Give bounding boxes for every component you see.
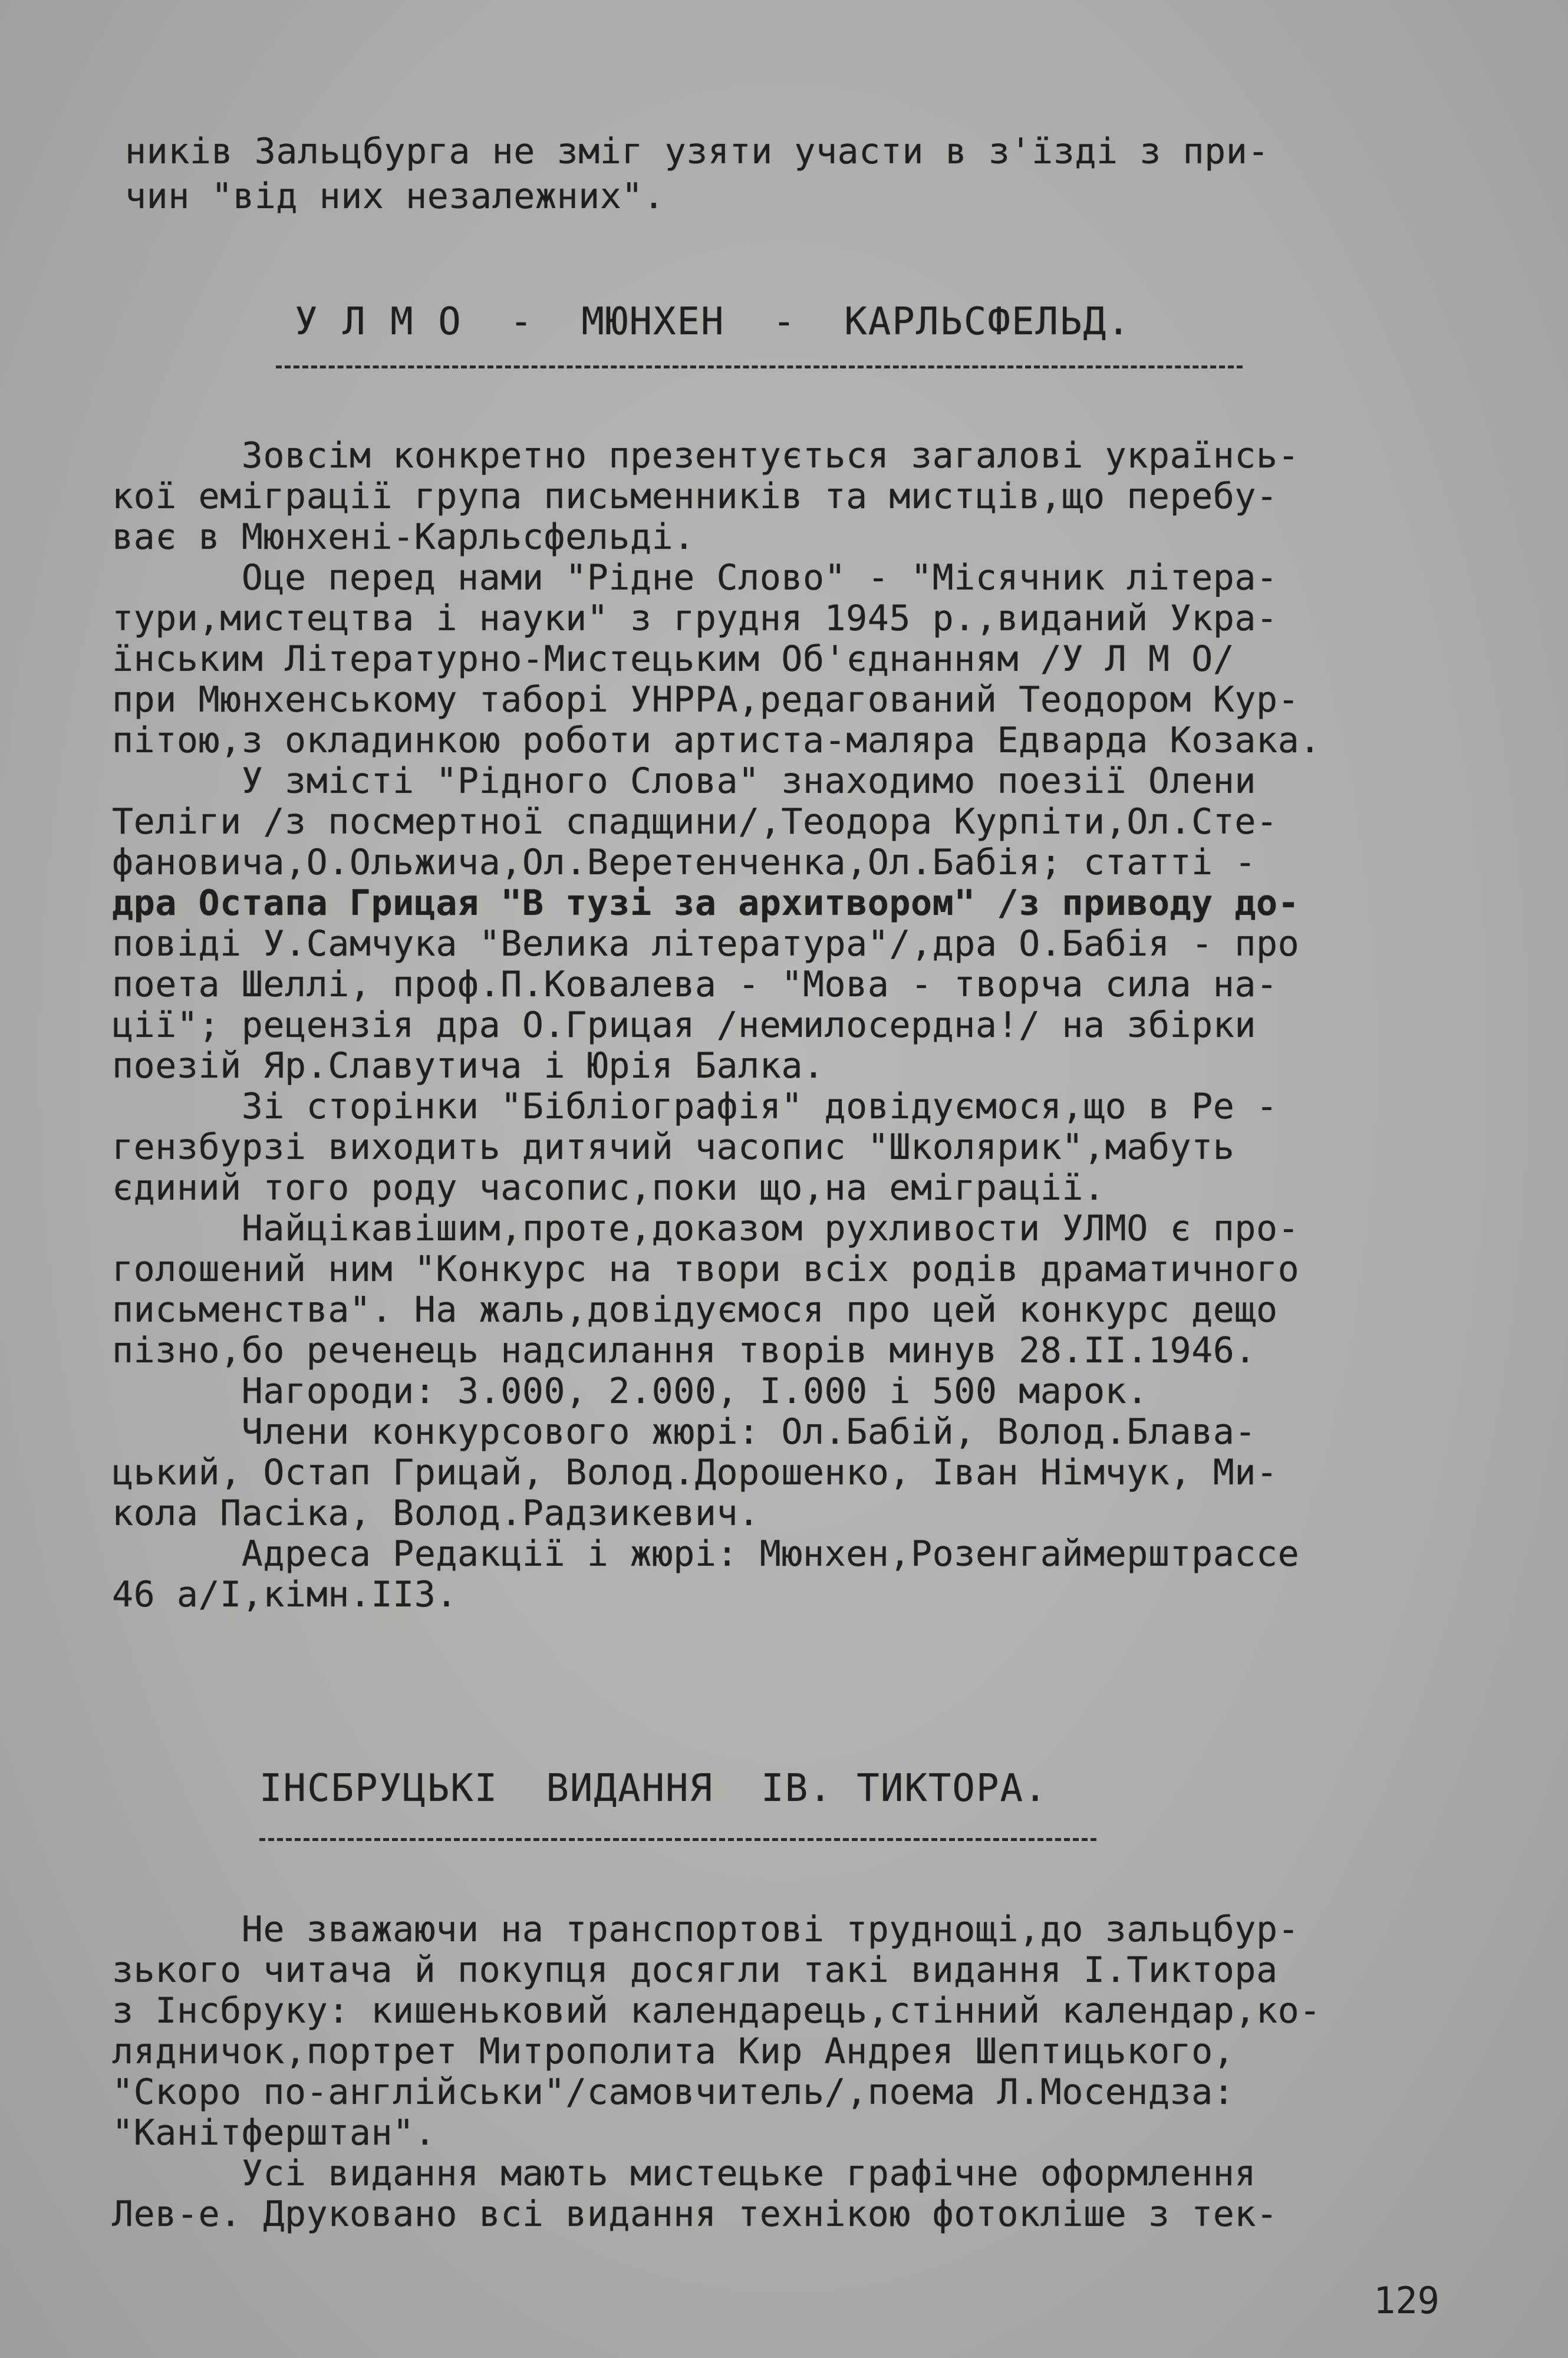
body-line: повіді У.Самчука "Велика література"/,дра О.Бабія - про	[112, 923, 1300, 964]
body-line: Зі сторінки "Бібліографія" довідуємося,що в Ре -	[112, 1086, 1278, 1127]
body-line: кола Пасіка, Волод.Радзикевич.	[112, 1493, 760, 1534]
page-number: 129	[1373, 2279, 1439, 2322]
body-line: дра Остапа Грицая "В тузі за архитвором" /з приводу до-	[112, 882, 1300, 924]
body-line: "Канітферштан".	[112, 2112, 436, 2153]
body-line: цький, Остап Грицай, Волод.Дорошенко, Іван Німчук, Ми-	[112, 1452, 1278, 1493]
body-line: Усі видання мають мистецьке графічне оформлення	[112, 2153, 1257, 2194]
body-line: пітою,з окладинкою роботи артиста-маляра Едварда Козака.	[112, 720, 1321, 761]
body-line: "Скоро по-англійськи"/самовчитель/,поема Л.Мосендза:	[112, 2072, 1235, 2113]
body-line: Найцікавішим,проте,доказом рухливости УЛМО є про-	[112, 1208, 1300, 1249]
section-insbruck-heading: ІНСБРУЦЬКІ ВИДАННЯ ІВ. ТИКТОРА.	[259, 1767, 1048, 1810]
body-line: 46 а/I,кімн.II3.	[112, 1574, 457, 1615]
body-line: ції"; рецензія дра О.Грицая /немилосердна!/ на збірки	[112, 1005, 1257, 1046]
body-line: голошений ним "Конкурс на твори всіх родів драматичного	[112, 1249, 1300, 1290]
intro-line-1: ників Зальцбурга не зміг узяти участи в з'їзді з при-	[125, 131, 1270, 172]
intro-line-2: чин "від них незалежних".	[125, 176, 665, 217]
body-line: поезій Яр.Славутича і Юрія Балка.	[112, 1045, 825, 1086]
section-insbruck-underline	[259, 1838, 1096, 1841]
body-line: лядничок,портрет Митрополита Кир Андрея Шептицького,	[112, 2031, 1235, 2072]
body-line: Члени конкурсового жюрі: Ол.Бабій, Волод.Блава-	[112, 1411, 1257, 1453]
body-line: письменства". На жаль,довідуємося про цей конкурс дещо	[112, 1289, 1278, 1331]
body-line: пізно,бо реченець надсилання творів минув 28.II.1946.	[112, 1330, 1257, 1371]
body-line: У змісті "Рідного Слова" знаходимо поезії Олени	[112, 760, 1257, 802]
body-line: кої еміграції група письменників та мистців,що перебу-	[112, 476, 1278, 517]
body-line: поета Шеллі, проф.П.Ковалева - "Мова - творча сила на-	[112, 964, 1278, 1005]
body-line: Нагороди: 3.000, 2.000, I.000 і 500 марок.	[112, 1371, 1148, 1412]
body-line: з Інсбруку: кишеньковий календарець,стінний календар,ко-	[112, 1990, 1321, 2031]
body-line: гензбурзі виходить дитячий часопис "Школярик",мабуть	[112, 1127, 1235, 1168]
body-line: їнським Літературно-Мистецьким Об'єднанням /У Л М О/	[112, 638, 1235, 680]
body-line: Не зважаючи на транспортові труднощі,до зальцбур-	[112, 1909, 1300, 1950]
body-line: тури,мистецтва і науки" з грудня 1945 р.,виданий Укра-	[112, 598, 1278, 639]
body-line: Теліги /з посмертної спадщини/,Теодора Курпіти,Ол.Сте-	[112, 801, 1278, 842]
body-line: Зовсім конкретно презентується загалові українсь-	[112, 435, 1300, 476]
body-line: Лев-е. Друковано всі видання технікою фотокліше з тек-	[112, 2194, 1278, 2235]
body-line: Оце перед нами "Рідне Слово" - "Місячник літера-	[112, 557, 1278, 598]
body-line: фановича,О.Ольжича,Ол.Веретенченка,Ол.Бабія; статті -	[112, 842, 1257, 883]
body-line: при Мюнхенському таборі УНРРА,редагований Теодором Кур-	[112, 679, 1300, 720]
body-line: ває в Мюнхені-Карльсфельді.	[112, 516, 695, 558]
section-ulmo-heading: У Л М О - МЮНХЕН - КАРЛЬСФЕЛЬД.	[295, 300, 1131, 344]
body-line: зького читача й покупця досягли такі видання І.Тиктора	[112, 1949, 1278, 1991]
body-line: Адреса Редакції і жюрі: Мюнхен,Розенгаймерштрассе	[112, 1533, 1300, 1575]
body-line: єдиний того роду часопис,поки що,на еміграції.	[112, 1167, 1105, 1208]
section-ulmo-underline	[276, 365, 1243, 368]
